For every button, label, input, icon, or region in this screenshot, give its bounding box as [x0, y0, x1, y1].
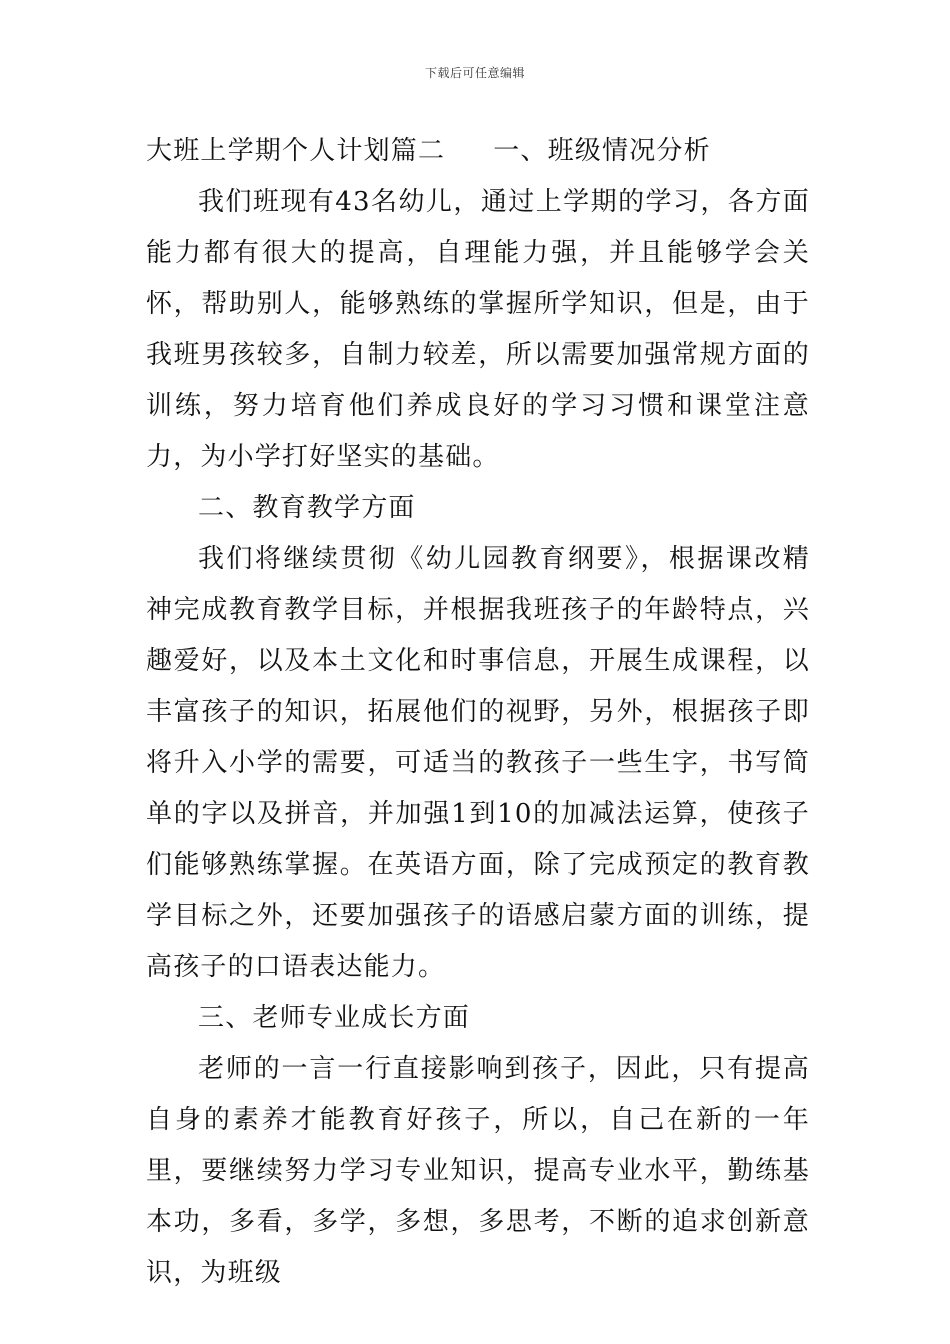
document-body — [146, 126, 810, 1299]
title-line — [146, 126, 810, 177]
section-heading-1: 一、班级情况分析 — [493, 136, 711, 166]
paragraph-3: 老师的一言一行直接影响到孩子，因此，只有提高自身的素养才能教育好孩子，所以，自己在新的一年里，要继续努力学习专业知识，提高专业水平，勤练基本功，多看，多学，多想，多思考，不断的追求创新意识，为班级 — [146, 1054, 810, 1288]
section-heading-3: 三、老师专业成长方面 — [198, 1003, 471, 1033]
section-heading-2: 二、教育教学方面 — [198, 493, 416, 523]
page-header: 下载后可任意编辑 — [424, 66, 525, 80]
document-title: 大班上学期个人计划篇二 — [146, 136, 446, 166]
paragraph-2: 我们将继续贯彻《幼儿园教育纲要》，根据课改精神完成教育教学目标，并根据我班孩子的年龄特点，兴趣爱好，以及本土文化和时事信息，开展生成课程，以丰富孩子的知识，拓展他们的视野，另外，根据孩子即将升入小学的需要，可适当的教孩子一些生字，书写简单的字以及拼音，并加强1到10的加减法运算，使孩子们能够熟练掌握。在英语方面，除了完成预定的教育教学目标之外，还要加强孩子的语感启蒙方面的训练，提高孩子的口语表达能力。 — [146, 544, 810, 982]
paragraph-1: 我们班现有43名幼儿，通过上学期的学习，各方面能力都有很大的提高，自理能力强，并且能够学会关怀，帮助别人，能够熟练的掌握所学知识，但是，由于我班男孩较多，自制力较差，所以需要加强常规方面的训练，努力培育他们养成良好的学习习惯和课堂注意力，为小学打好坚实的基础。 — [146, 187, 810, 472]
